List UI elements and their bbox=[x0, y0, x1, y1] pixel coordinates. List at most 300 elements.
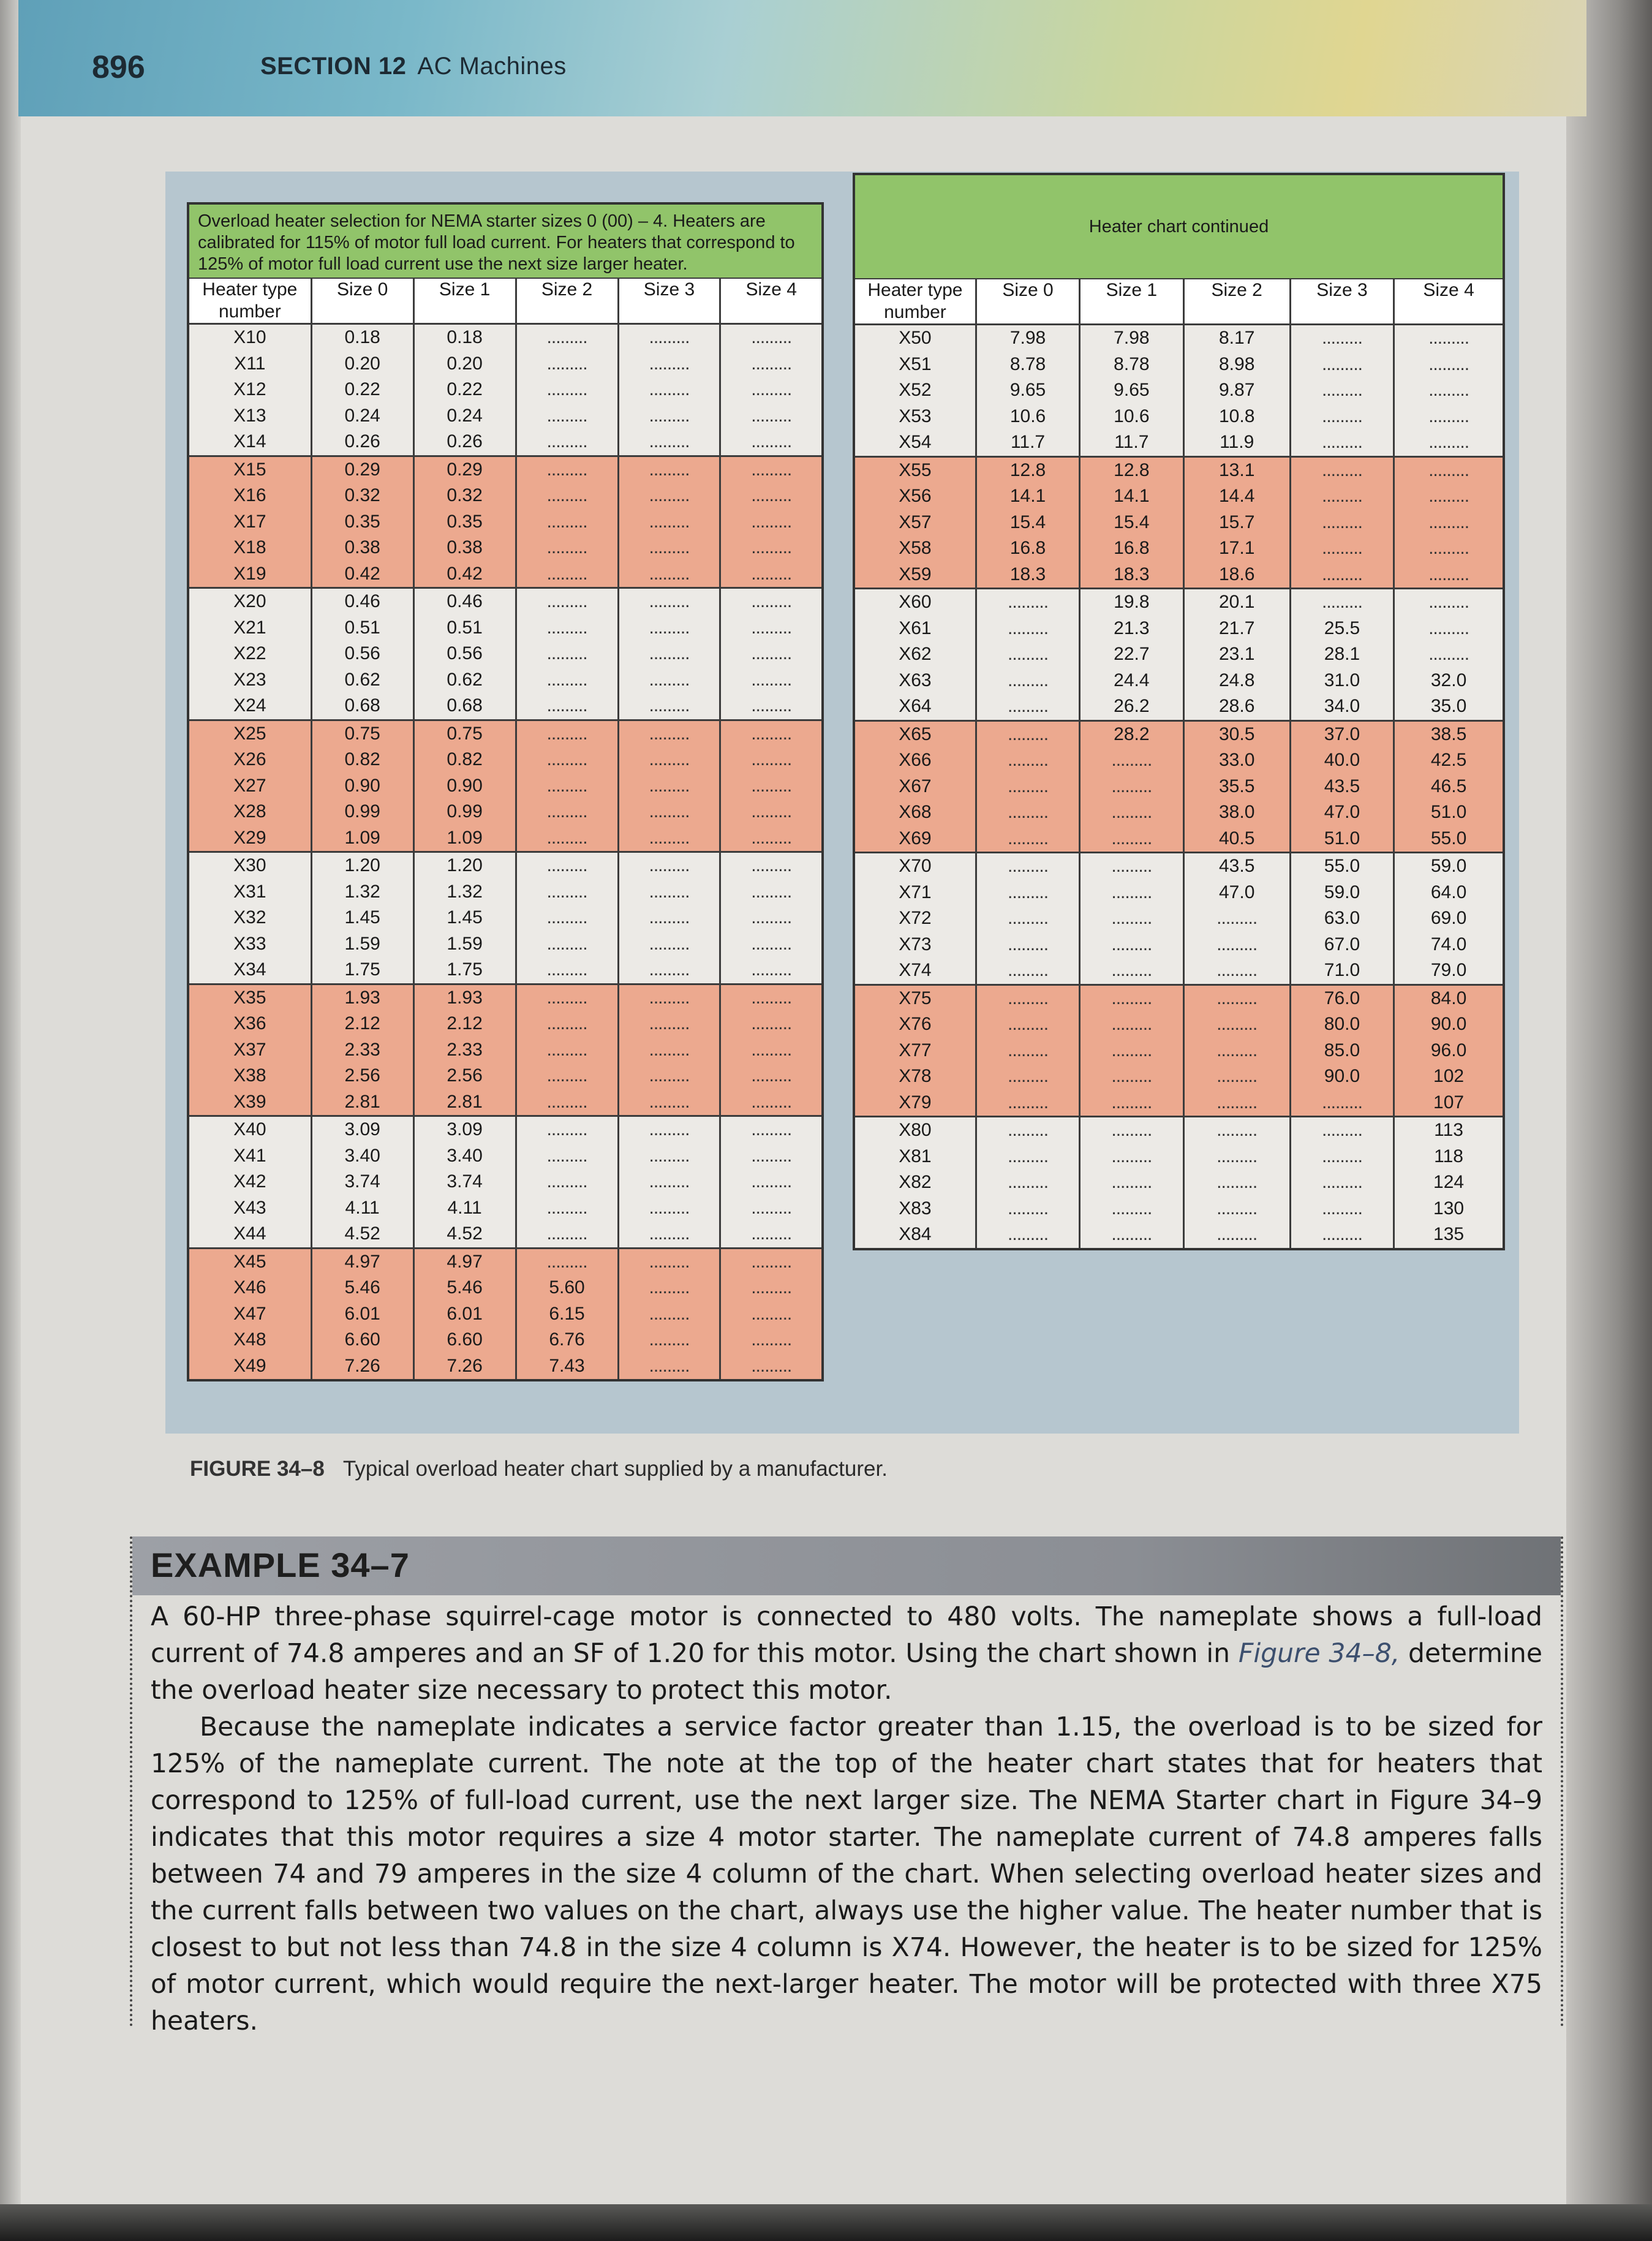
rating-cell: 0.35 bbox=[413, 509, 516, 535]
rating-cell: 0.99 bbox=[413, 799, 516, 825]
rating-cell: 0.18 bbox=[413, 324, 516, 351]
table-row bbox=[188, 509, 823, 535]
rating-cell: ......... bbox=[1290, 404, 1394, 430]
rating-cell: ......... bbox=[618, 1221, 720, 1248]
rating-cell: 7.26 bbox=[311, 1353, 413, 1381]
table-header-row bbox=[854, 279, 1504, 325]
rating-cell: ......... bbox=[1080, 1090, 1183, 1117]
rating-cell: 0.26 bbox=[311, 429, 413, 456]
rating-cell: 55.0 bbox=[1394, 826, 1504, 853]
rating-cell: ......... bbox=[516, 773, 618, 799]
rating-cell: 135 bbox=[1394, 1222, 1504, 1249]
table-row bbox=[854, 720, 1504, 747]
rating-cell: ......... bbox=[1080, 1011, 1183, 1038]
rating-cell: 0.51 bbox=[311, 615, 413, 641]
rating-cell: ......... bbox=[516, 324, 618, 351]
rating-cell: 16.8 bbox=[1080, 535, 1183, 562]
rating-cell: ......... bbox=[1290, 325, 1394, 352]
bottom-shadow bbox=[0, 2204, 1652, 2241]
rating-cell: 14.1 bbox=[976, 483, 1079, 510]
heater-type-cell: X30 bbox=[188, 852, 311, 879]
rating-cell: 6.15 bbox=[516, 1301, 618, 1328]
rating-cell: ......... bbox=[720, 324, 823, 351]
rating-cell: 3.74 bbox=[413, 1169, 516, 1195]
rating-cell: 15.7 bbox=[1183, 510, 1290, 536]
rating-cell: 59.0 bbox=[1394, 853, 1504, 880]
rating-cell: ......... bbox=[720, 561, 823, 588]
table-row bbox=[854, 377, 1504, 404]
table-row bbox=[188, 1327, 823, 1353]
table-row bbox=[854, 958, 1504, 984]
heater-type-cell: X74 bbox=[854, 958, 976, 984]
rating-cell: 22.7 bbox=[1080, 641, 1183, 668]
rating-cell: ......... bbox=[976, 799, 1079, 826]
rating-cell: 1.93 bbox=[311, 984, 413, 1011]
rating-cell: ......... bbox=[720, 747, 823, 773]
rating-cell: 0.68 bbox=[413, 693, 516, 720]
rating-cell: 0.82 bbox=[311, 747, 413, 773]
heater-type-cell: X58 bbox=[854, 535, 976, 562]
rating-cell: 63.0 bbox=[1290, 905, 1394, 932]
rating-cell: 3.74 bbox=[311, 1169, 413, 1195]
rating-cell: 43.5 bbox=[1290, 774, 1394, 800]
section-name: AC Machines bbox=[417, 53, 567, 80]
table-row bbox=[854, 1196, 1504, 1222]
rating-cell: ......... bbox=[1183, 1064, 1290, 1090]
example-title: EXAMPLE 34–7 bbox=[151, 1546, 410, 1584]
heater-type-cell: X26 bbox=[188, 747, 311, 773]
rating-cell: ......... bbox=[618, 1063, 720, 1089]
rating-cell: ......... bbox=[976, 1222, 1079, 1249]
rating-cell: ......... bbox=[516, 641, 618, 667]
rating-cell: ......... bbox=[1394, 377, 1504, 404]
rating-cell: ......... bbox=[976, 880, 1079, 906]
rating-cell: 2.33 bbox=[413, 1037, 516, 1064]
rating-cell: ......... bbox=[618, 984, 720, 1011]
rating-cell: ......... bbox=[1290, 377, 1394, 404]
table-row bbox=[188, 825, 823, 852]
rating-cell: 9.65 bbox=[976, 377, 1079, 404]
rating-cell: 38.0 bbox=[1183, 799, 1290, 826]
table-row bbox=[188, 1116, 823, 1143]
rating-cell: 42.5 bbox=[1394, 747, 1504, 774]
table-row bbox=[188, 588, 823, 615]
column-header: Size 4 bbox=[720, 278, 823, 324]
table-row bbox=[188, 1301, 823, 1328]
rating-cell: ......... bbox=[618, 588, 720, 615]
rating-cell: 67.0 bbox=[1290, 932, 1394, 958]
table-row bbox=[854, 1090, 1504, 1117]
rating-cell: ......... bbox=[720, 1143, 823, 1170]
table-row bbox=[854, 483, 1504, 510]
table-row bbox=[854, 1011, 1504, 1038]
table-row bbox=[188, 984, 823, 1011]
heater-type-cell: X12 bbox=[188, 377, 311, 403]
rating-cell: ......... bbox=[516, 1063, 618, 1089]
heater-type-cell: X17 bbox=[188, 509, 311, 535]
rating-cell: ......... bbox=[618, 667, 720, 693]
column-header: Heater type number bbox=[854, 279, 976, 325]
rating-cell: ......... bbox=[618, 561, 720, 588]
rating-cell: ......... bbox=[618, 879, 720, 905]
table-row bbox=[188, 1275, 823, 1301]
heater-type-cell: X53 bbox=[854, 404, 976, 430]
rating-cell: 2.12 bbox=[413, 1011, 516, 1037]
rating-cell: 3.09 bbox=[311, 1116, 413, 1143]
rating-cell: ......... bbox=[516, 747, 618, 773]
heater-type-cell: X44 bbox=[188, 1221, 311, 1248]
rating-cell: 7.43 bbox=[516, 1353, 618, 1381]
rating-cell: 80.0 bbox=[1290, 1011, 1394, 1038]
table-row bbox=[188, 1248, 823, 1275]
rating-cell: 4.11 bbox=[413, 1195, 516, 1222]
rating-cell: ......... bbox=[1394, 589, 1504, 616]
rating-cell: ......... bbox=[720, 720, 823, 747]
heater-type-cell: X29 bbox=[188, 825, 311, 852]
table-row bbox=[188, 667, 823, 693]
rating-cell: ......... bbox=[1080, 1170, 1183, 1196]
table-row bbox=[188, 483, 823, 509]
rating-cell: ......... bbox=[1394, 483, 1504, 510]
heater-type-cell: X47 bbox=[188, 1301, 311, 1328]
rating-cell: 1.32 bbox=[413, 879, 516, 905]
table-row bbox=[188, 957, 823, 984]
rating-cell: ......... bbox=[1290, 562, 1394, 589]
heater-type-cell: X69 bbox=[854, 826, 976, 853]
rating-cell: ......... bbox=[976, 1170, 1079, 1196]
heater-type-cell: X20 bbox=[188, 588, 311, 615]
rating-cell: 0.42 bbox=[413, 561, 516, 588]
rating-cell: ......... bbox=[1290, 429, 1394, 456]
heater-type-cell: X56 bbox=[854, 483, 976, 510]
rating-cell: 31.0 bbox=[1290, 668, 1394, 694]
rating-cell: ......... bbox=[618, 456, 720, 483]
rating-cell: 0.75 bbox=[311, 720, 413, 747]
column-header: Size 1 bbox=[413, 278, 516, 324]
heater-type-cell: X13 bbox=[188, 403, 311, 429]
rating-cell: ......... bbox=[720, 456, 823, 483]
heater-type-cell: X32 bbox=[188, 905, 311, 931]
rating-cell: 79.0 bbox=[1394, 958, 1504, 984]
rating-cell: ......... bbox=[516, 615, 618, 641]
table-header-row bbox=[188, 278, 823, 324]
rating-cell: 11.7 bbox=[1080, 429, 1183, 456]
example-solution: Because the nameplate indicates a service factor greater than 1.15, the overload is to be sized for 125% of the nameplate current. The note at the top of the heater chart states that for heaters that correspond to 125% of full-load current, use the next larger size. The NEMA Starter chart in Figure 34–9 indicates that this motor requires a size 4 motor starter. The nameplate current of 74.8 amperes falls between 74 and 79 amperes in the size 4 column of the chart. When selecting overload heater sizes and the current falls between two values on the chart, always use the higher value. The heater number that is closest to but not less than 74.8 in the size 4 column is X74. However, the heater is to be sized for 125% of motor current, which would require the next-larger heater. The motor will be protected with three X75 heaters. bbox=[151, 1712, 1542, 2036]
table-row bbox=[854, 456, 1504, 483]
rating-cell: 1.75 bbox=[413, 957, 516, 984]
rating-cell: ......... bbox=[618, 377, 720, 403]
heater-type-cell: X81 bbox=[854, 1144, 976, 1170]
rating-cell: ......... bbox=[1080, 932, 1183, 958]
rating-cell: ......... bbox=[1290, 352, 1394, 378]
example-body bbox=[151, 1599, 1542, 2040]
rating-cell: 23.1 bbox=[1183, 641, 1290, 668]
rating-cell: ......... bbox=[618, 1089, 720, 1116]
rating-cell: ......... bbox=[516, 720, 618, 747]
rating-cell: 35.5 bbox=[1183, 774, 1290, 800]
rating-cell: ......... bbox=[516, 1089, 618, 1116]
column-header: Size 3 bbox=[1290, 279, 1394, 325]
column-header: Size 0 bbox=[311, 278, 413, 324]
rating-cell: ......... bbox=[618, 324, 720, 351]
rating-cell: 8.78 bbox=[976, 352, 1079, 378]
rating-cell: ......... bbox=[976, 905, 1079, 932]
rating-cell: ......... bbox=[516, 984, 618, 1011]
rating-cell: ......... bbox=[720, 429, 823, 456]
table-row bbox=[854, 826, 1504, 853]
table-row bbox=[188, 561, 823, 588]
rating-cell: ......... bbox=[976, 1090, 1079, 1117]
rating-cell: ......... bbox=[516, 483, 618, 509]
rating-cell: ......... bbox=[516, 535, 618, 561]
heater-type-cell: X60 bbox=[854, 589, 976, 616]
table-row bbox=[188, 1169, 823, 1195]
rating-cell: ......... bbox=[720, 667, 823, 693]
heater-type-cell: X59 bbox=[854, 562, 976, 589]
rating-cell: 1.59 bbox=[413, 931, 516, 958]
rating-cell: ......... bbox=[618, 1011, 720, 1037]
rating-cell: ......... bbox=[720, 403, 823, 429]
rating-cell: ......... bbox=[1183, 1011, 1290, 1038]
rating-cell: 11.9 bbox=[1183, 429, 1290, 456]
rating-cell: 5.60 bbox=[516, 1275, 618, 1301]
rating-cell: ......... bbox=[976, 1011, 1079, 1038]
rating-cell: 1.32 bbox=[311, 879, 413, 905]
rating-cell: 0.32 bbox=[413, 483, 516, 509]
table-row bbox=[854, 535, 1504, 562]
rating-cell: ......... bbox=[516, 825, 618, 852]
rating-cell: 46.5 bbox=[1394, 774, 1504, 800]
rating-cell: ......... bbox=[720, 879, 823, 905]
table-row bbox=[188, 1063, 823, 1089]
column-header: Size 2 bbox=[516, 278, 618, 324]
rating-cell: 10.8 bbox=[1183, 404, 1290, 430]
rating-cell: 4.11 bbox=[311, 1195, 413, 1222]
figure-reference: Figure 34–8, bbox=[1238, 1639, 1400, 1669]
rating-cell: ......... bbox=[516, 509, 618, 535]
rating-cell: ......... bbox=[720, 1248, 823, 1275]
rating-cell: ......... bbox=[618, 1169, 720, 1195]
rating-cell: ......... bbox=[618, 351, 720, 377]
rating-cell: 6.01 bbox=[413, 1301, 516, 1328]
heater-type-cell: X67 bbox=[854, 774, 976, 800]
table-row bbox=[854, 932, 1504, 958]
table-row bbox=[854, 641, 1504, 668]
column-header: Heater type number bbox=[188, 278, 311, 324]
rating-cell: ......... bbox=[1080, 1222, 1183, 1249]
heater-type-cell: X63 bbox=[854, 668, 976, 694]
rating-cell: ......... bbox=[618, 1143, 720, 1170]
rating-cell: ......... bbox=[618, 905, 720, 931]
rating-cell: ......... bbox=[1290, 510, 1394, 536]
column-header: Size 0 bbox=[976, 279, 1079, 325]
rating-cell: 28.6 bbox=[1183, 693, 1290, 720]
table-row bbox=[854, 589, 1504, 616]
rating-cell: ......... bbox=[516, 1116, 618, 1143]
header-band bbox=[18, 0, 1586, 116]
rating-cell: ......... bbox=[618, 931, 720, 958]
rating-cell: ......... bbox=[720, 852, 823, 879]
rating-cell: ......... bbox=[1290, 589, 1394, 616]
heater-type-cell: X10 bbox=[188, 324, 311, 351]
rating-cell: 90.0 bbox=[1290, 1064, 1394, 1090]
rating-cell: ......... bbox=[618, 535, 720, 561]
rating-cell: ......... bbox=[1080, 1038, 1183, 1064]
rating-cell: ......... bbox=[618, 825, 720, 852]
rating-cell: 2.33 bbox=[311, 1037, 413, 1064]
rating-cell: ......... bbox=[720, 773, 823, 799]
table-row bbox=[188, 905, 823, 931]
heater-type-cell: X16 bbox=[188, 483, 311, 509]
rating-cell: 1.75 bbox=[311, 957, 413, 984]
rating-cell: 47.0 bbox=[1183, 880, 1290, 906]
rating-cell: ......... bbox=[720, 693, 823, 720]
example-problem-text-a: A 60-HP three-phase squirrel-cage motor is connected to 480 volts. The nameplate shows a full-load current of 74.8 amperes and an SF of 1.20 for this motor. Using the chart shown in bbox=[151, 1602, 1542, 1669]
rating-cell: ......... bbox=[516, 1248, 618, 1275]
rating-cell: 15.4 bbox=[1080, 510, 1183, 536]
table-row bbox=[854, 747, 1504, 774]
rating-cell: ......... bbox=[618, 1275, 720, 1301]
rating-cell: 0.22 bbox=[311, 377, 413, 403]
rating-cell: ......... bbox=[1290, 1090, 1394, 1117]
rating-cell: ......... bbox=[1183, 932, 1290, 958]
rating-cell: 0.38 bbox=[413, 535, 516, 561]
rating-cell: 85.0 bbox=[1290, 1038, 1394, 1064]
rating-cell: 2.12 bbox=[311, 1011, 413, 1037]
rating-cell: ......... bbox=[1080, 1144, 1183, 1170]
rating-cell: ......... bbox=[976, 826, 1079, 853]
rating-cell: 0.82 bbox=[413, 747, 516, 773]
rating-cell: 47.0 bbox=[1290, 799, 1394, 826]
rating-cell: ......... bbox=[1290, 483, 1394, 510]
rating-cell: 6.60 bbox=[311, 1327, 413, 1353]
rating-cell: 0.68 bbox=[311, 693, 413, 720]
table-row bbox=[188, 403, 823, 429]
rating-cell: 4.52 bbox=[311, 1221, 413, 1248]
rating-cell: ......... bbox=[976, 774, 1079, 800]
table-row bbox=[188, 747, 823, 773]
rating-cell: ......... bbox=[516, 799, 618, 825]
rating-cell: ......... bbox=[1394, 325, 1504, 352]
heater-type-cell: X28 bbox=[188, 799, 311, 825]
table-row bbox=[854, 799, 1504, 826]
rating-cell: ......... bbox=[1183, 1117, 1290, 1144]
heater-type-cell: X50 bbox=[854, 325, 976, 352]
section-label: SECTION 12 bbox=[260, 53, 407, 80]
rating-cell: ......... bbox=[720, 905, 823, 931]
rating-cell: ......... bbox=[720, 509, 823, 535]
rating-cell: ......... bbox=[1080, 880, 1183, 906]
rating-cell: ......... bbox=[516, 879, 618, 905]
heater-type-cell: X34 bbox=[188, 957, 311, 984]
rating-cell: ......... bbox=[1183, 1144, 1290, 1170]
rating-cell: ......... bbox=[618, 747, 720, 773]
rating-cell: 26.2 bbox=[1080, 693, 1183, 720]
rating-cell: 24.8 bbox=[1183, 668, 1290, 694]
example-box bbox=[130, 1536, 1563, 2036]
heater-type-cell: X40 bbox=[188, 1116, 311, 1143]
rating-cell: 0.75 bbox=[413, 720, 516, 747]
heater-type-cell: X64 bbox=[854, 693, 976, 720]
heater-type-cell: X73 bbox=[854, 932, 976, 958]
figure-caption bbox=[190, 1457, 888, 1481]
heater-type-cell: X65 bbox=[854, 720, 976, 747]
page-right-edge bbox=[1566, 0, 1652, 2241]
rating-cell: ......... bbox=[720, 615, 823, 641]
rating-cell: 5.46 bbox=[311, 1275, 413, 1301]
heater-type-cell: X71 bbox=[854, 880, 976, 906]
rating-cell: ......... bbox=[618, 1195, 720, 1222]
rating-cell: ......... bbox=[976, 932, 1079, 958]
table-row bbox=[188, 879, 823, 905]
rating-cell: ......... bbox=[516, 1037, 618, 1064]
rating-cell: ......... bbox=[618, 773, 720, 799]
table-row bbox=[188, 1353, 823, 1381]
rating-cell: ......... bbox=[516, 1195, 618, 1222]
rating-cell: ......... bbox=[618, 1353, 720, 1381]
table-row bbox=[854, 1064, 1504, 1090]
heater-type-cell: X66 bbox=[854, 747, 976, 774]
rating-cell: 0.56 bbox=[311, 641, 413, 667]
table-row bbox=[188, 720, 823, 747]
table-row bbox=[188, 351, 823, 377]
rating-cell: ......... bbox=[1080, 958, 1183, 984]
rating-cell: 76.0 bbox=[1290, 984, 1394, 1011]
rating-cell: 28.2 bbox=[1080, 720, 1183, 747]
rating-cell: 33.0 bbox=[1183, 747, 1290, 774]
rating-cell: 71.0 bbox=[1290, 958, 1394, 984]
heater-table-left bbox=[187, 202, 824, 1381]
rating-cell: 0.99 bbox=[311, 799, 413, 825]
rating-cell: ......... bbox=[516, 561, 618, 588]
table-row bbox=[854, 510, 1504, 536]
rating-cell: ......... bbox=[516, 693, 618, 720]
rating-cell: 0.62 bbox=[311, 667, 413, 693]
rating-cell: ......... bbox=[516, 905, 618, 931]
rating-cell: 51.0 bbox=[1290, 826, 1394, 853]
rating-cell: ......... bbox=[720, 1011, 823, 1037]
heater-type-cell: X55 bbox=[854, 456, 976, 483]
rating-cell: ......... bbox=[720, 1301, 823, 1328]
rating-cell: 43.5 bbox=[1183, 853, 1290, 880]
rating-cell: ......... bbox=[720, 1169, 823, 1195]
rating-cell: 13.1 bbox=[1183, 456, 1290, 483]
rating-cell: 14.1 bbox=[1080, 483, 1183, 510]
rating-cell: ......... bbox=[1290, 1196, 1394, 1222]
rating-cell: 3.09 bbox=[413, 1116, 516, 1143]
rating-cell: ......... bbox=[1183, 1222, 1290, 1249]
table-row bbox=[854, 905, 1504, 932]
rating-cell: 4.52 bbox=[413, 1221, 516, 1248]
rating-cell: ......... bbox=[618, 1327, 720, 1353]
heater-type-cell: X76 bbox=[854, 1011, 976, 1038]
rating-cell: ......... bbox=[618, 509, 720, 535]
heater-type-cell: X33 bbox=[188, 931, 311, 958]
rating-cell: ......... bbox=[720, 799, 823, 825]
rating-cell: 0.20 bbox=[413, 351, 516, 377]
rating-cell: ......... bbox=[618, 693, 720, 720]
rating-cell: ......... bbox=[720, 1037, 823, 1064]
rating-cell: 30.5 bbox=[1183, 720, 1290, 747]
heater-type-cell: X22 bbox=[188, 641, 311, 667]
table-row bbox=[854, 429, 1504, 456]
rating-cell: 6.60 bbox=[413, 1327, 516, 1353]
table-row bbox=[854, 1038, 1504, 1064]
rating-cell: 8.98 bbox=[1183, 352, 1290, 378]
heater-type-cell: X15 bbox=[188, 456, 311, 483]
rating-cell: ......... bbox=[976, 1038, 1079, 1064]
rating-cell: 34.0 bbox=[1290, 693, 1394, 720]
